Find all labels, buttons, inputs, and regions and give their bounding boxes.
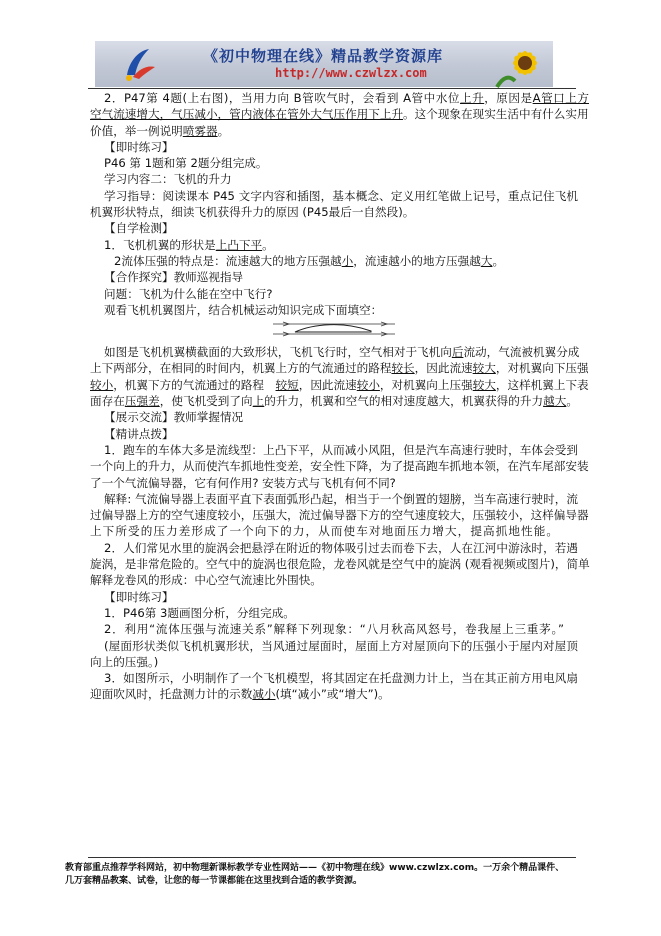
- answer-fill: 压强差: [124, 394, 160, 409]
- text-run: 。: [492, 253, 505, 268]
- text-line: [90, 442, 578, 458]
- text-line-content: [104, 540, 578, 556]
- text-run: 向上的压强。): [90, 654, 159, 669]
- text-line-content: [104, 589, 184, 605]
- text-run: 如图是飞机机翼横截面的大致形状，飞机飞行时，空气相对于飞机向: [104, 345, 452, 360]
- text-line: [90, 670, 578, 686]
- text-run: 一个向上的升力，从而使汽车抓地性变差，安全性下降，为了提高跑车抓地本领，在汽车尾部安装: [90, 459, 589, 474]
- text-line-content: [90, 572, 322, 588]
- text-line-content: [90, 507, 589, 523]
- text-line: [90, 540, 578, 556]
- text-line: [90, 237, 578, 253]
- site-logo-icon: [119, 45, 159, 83]
- text-run: ，因此流速: [414, 361, 473, 376]
- text-run: ，对机翼向下压强: [495, 361, 589, 376]
- text-run: ，因此流速: [298, 377, 357, 392]
- text-run: 【即时练习】: [104, 589, 174, 604]
- text-run: (屋面形状类似飞机机翼形状，当风通过屋面时，屋面上方对屋顶向下的压强小于屋内对屋顶: [104, 638, 578, 653]
- text-line-content: [90, 458, 589, 474]
- text-line: [90, 409, 578, 425]
- text-line: [90, 507, 589, 523]
- text-run: 问题：飞机为什么能在空中飞行?: [104, 286, 273, 301]
- header-banner: [95, 41, 553, 87]
- text-run: ，机翼下方的气流通过的路程: [113, 377, 276, 392]
- text-run: 过偏导器上方的空气速度较小，压强大，流过偏导器下方的空气速度较大，压强较小，这样偏导器: [90, 508, 589, 523]
- text-run: 流动，气流被机翼分成: [463, 345, 580, 360]
- text-run: 旋涡，是非常危险的。空气中的旋涡也很危险，龙卷风就是空气中的旋涡 (观看视频或图片)，简单: [90, 557, 590, 572]
- text-line: [90, 204, 578, 220]
- text-run: 2．P47第 4题(上右图)，当用力向 B管吹气时，会看到 A管中水位: [104, 91, 460, 105]
- text-line-content: [90, 475, 400, 491]
- text-run: 上下所受的压力差形成了一个向下的力，从而使车对地面压力增大，提高抓地性能。: [90, 524, 558, 539]
- answer-fill: 上: [252, 394, 265, 409]
- text-run: 。: [566, 394, 578, 409]
- answer-fill: 大: [480, 253, 493, 268]
- text-run: 。这个现象在现实生活中有什么实用: [403, 107, 589, 122]
- text-line-content: [104, 670, 578, 686]
- text-run: 。: [262, 237, 274, 252]
- text-line: [90, 621, 578, 637]
- text-line-content: [90, 377, 589, 393]
- text-run: 上下两部分，在相同的时间内，机翼上方的气流通过的路程: [90, 361, 392, 376]
- text-run: 观看飞机机翼图片，结合机械运动知识完成下面填空：: [104, 302, 383, 317]
- text-line: [90, 360, 589, 376]
- text-line: [90, 523, 578, 539]
- text-line-content: [104, 302, 384, 318]
- text-line-content: [90, 556, 590, 572]
- text-line: [90, 188, 578, 204]
- answer-fill: A管口上方: [532, 91, 589, 105]
- text-line: [90, 377, 589, 393]
- text-line: [90, 638, 578, 654]
- answer-fill: 空气流速增大，气压减小，管内液体在管外大气压作用下上升: [90, 107, 404, 122]
- sunflower-image: [493, 41, 553, 87]
- text-run: 的升力，机翼和空气的相对速度越大，机翼获得的升力: [264, 394, 544, 409]
- answer-fill: 较大: [472, 361, 496, 376]
- text-line: [90, 123, 578, 139]
- text-run: ，使飞机受到了向: [159, 394, 253, 409]
- text-line-content: [104, 491, 578, 507]
- text-line-content: [90, 654, 186, 670]
- text-line-content: [90, 360, 589, 376]
- wing-figure: [90, 318, 578, 344]
- text-line-content: [104, 344, 578, 360]
- footer-line: 教育部重点推荐学科网站，初中物理新课标教学专业性网站——《初中物理在线》www.czwlzx.com。一万余个精品课件、: [65, 863, 565, 873]
- text-line-content: [104, 139, 184, 155]
- text-run: 1．飞机机翼的形状是: [104, 237, 216, 252]
- text-line-content: [104, 409, 244, 425]
- text-line: [90, 654, 578, 670]
- text-line-content: [90, 123, 230, 139]
- text-run: 【自学检测】: [104, 221, 174, 236]
- text-line-content: [104, 155, 268, 171]
- text-run: ，这样机翼上下表: [495, 377, 589, 392]
- text-run: 2．利用“流体压强与流速关系”解释下列现象：“八月秋高风怒号，卷我屋上三重茅。”: [104, 622, 564, 637]
- answer-fill: 小: [341, 253, 354, 268]
- text-line: [90, 605, 578, 621]
- text-line-content: [104, 171, 264, 187]
- text-run: 价值，举一例说明: [90, 123, 183, 138]
- text-line-content: [104, 220, 184, 236]
- text-run: 2．人们常见水里的旋涡会把悬浮在附近的物体吸引过去而卷下去，人在江河中游泳时，若遇: [104, 540, 578, 555]
- text-line-content: [104, 621, 564, 637]
- text-line: [90, 393, 578, 409]
- text-run: 学习内容二：飞机的升力: [104, 172, 232, 187]
- text-line: [90, 686, 578, 702]
- text-line-content: [104, 188, 578, 204]
- text-run: 解释龙卷风的形成：中心空气流速比外围快。: [90, 573, 322, 588]
- text-run: 3．如图所示，小明制作了一个飞机模型，将其固定在托盘测力计上，当在其正前方用电风扇: [104, 671, 578, 686]
- text-line: [90, 458, 589, 474]
- text-line-content: [90, 686, 395, 702]
- text-run: 机翼形状特点，细读飞机获得升力的原因 (P45最后一自然段)。: [90, 205, 415, 220]
- text-run: (填“减小”或“增大”)。: [275, 687, 390, 702]
- text-line: [90, 556, 590, 572]
- text-line: [90, 572, 578, 588]
- text-line-content: [90, 393, 578, 409]
- text-run: 解释: 气流偏导器上表面平直下表面弧形凸起，相当于一个倒置的翅膀，当车高速行驶时，流: [104, 491, 578, 506]
- text-run: ，原因是: [484, 91, 533, 105]
- text-run: ，流速越小的地方压强越: [353, 253, 481, 268]
- text-run: 2流体压强的特点是：流速越大的地方压强越: [114, 253, 342, 268]
- text-line: [90, 90, 589, 106]
- text-line: [90, 302, 578, 318]
- text-line: [90, 171, 578, 187]
- footer-divider: [88, 857, 576, 858]
- answer-fill: 后: [451, 345, 464, 360]
- text-line-content: [104, 426, 184, 442]
- text-line: [90, 253, 578, 269]
- text-line: [90, 491, 578, 507]
- text-line: [90, 475, 578, 491]
- answer-fill: 喷雾器: [182, 123, 218, 138]
- text-line: [90, 155, 578, 171]
- banner-url: http://www.czwlzx.com: [275, 66, 427, 80]
- text-run: 【即时练习】: [104, 139, 174, 154]
- answer-fill: 较短: [275, 377, 299, 392]
- text-line-content: [104, 237, 274, 253]
- answer-fill: 上凸下平: [215, 237, 263, 252]
- text-run: 学习指导：阅读课本 P45 文字内容和插图，基本概念、定义用红笔做上记号，重点记住飞机: [104, 188, 578, 203]
- answer-fill: 较小: [356, 377, 380, 392]
- text-run: ，对机翼向上压强: [379, 377, 473, 392]
- text-run: 。: [217, 123, 230, 138]
- text-line-content: [90, 523, 558, 539]
- text-line-content: [114, 253, 505, 269]
- text-line: [90, 220, 578, 236]
- header-divider: [88, 88, 576, 89]
- answer-fill: 较大: [472, 377, 496, 392]
- footer-line: 几万套精品教案、试卷，让您的每一节课都能在这里找到合适的教学资源。: [65, 876, 363, 886]
- text-line-content: [104, 90, 589, 106]
- text-line-content: [104, 638, 578, 654]
- text-line: [90, 269, 578, 285]
- text-line: [90, 589, 578, 605]
- text-line: [90, 344, 578, 360]
- page-footer: [65, 862, 605, 888]
- text-line-content: [104, 605, 295, 621]
- banner-title: 《初中物理在线》精品教学资源库: [203, 47, 444, 65]
- text-run: 1．P46第 3题画图分析，分组完成。: [104, 605, 295, 620]
- text-run: 了一个气流偏导器，它有何作用? 安装方式与飞机有何不同?: [90, 475, 396, 490]
- wing-cross-section-icon: [273, 318, 395, 342]
- text-line-content: [90, 204, 415, 220]
- answer-fill: 较小: [90, 377, 114, 392]
- text-run: 【展示交流】教师掌握情况: [104, 410, 244, 425]
- text-line: [90, 426, 578, 442]
- text-run: 【精讲点拨】: [104, 426, 174, 441]
- text-line-content: [90, 106, 589, 122]
- document-body: [90, 90, 590, 703]
- answer-fill: 减小: [252, 687, 276, 702]
- text-line: [90, 286, 578, 302]
- answer-fill: 越大: [543, 394, 567, 409]
- text-line: [90, 139, 578, 155]
- answer-fill: 上升: [459, 91, 485, 105]
- text-line-content: [104, 269, 274, 285]
- text-run: 1．跑车的车体大多是流线型：上凸下平，从而减小风阻，但是汽车高速行驶时，车体会受到: [104, 442, 578, 457]
- text-line-content: [104, 442, 578, 458]
- text-run: 面存在: [90, 394, 125, 409]
- text-run: 迎面吹风时，托盘测力计的示数: [90, 687, 253, 702]
- answer-fill: 较长: [391, 361, 415, 376]
- text-run: P46 第 1题和第 2题分组完成。: [104, 156, 268, 171]
- text-run: 【合作探究】教师巡视指导: [104, 270, 244, 285]
- text-line-content: [104, 286, 279, 302]
- text-line: [90, 106, 589, 122]
